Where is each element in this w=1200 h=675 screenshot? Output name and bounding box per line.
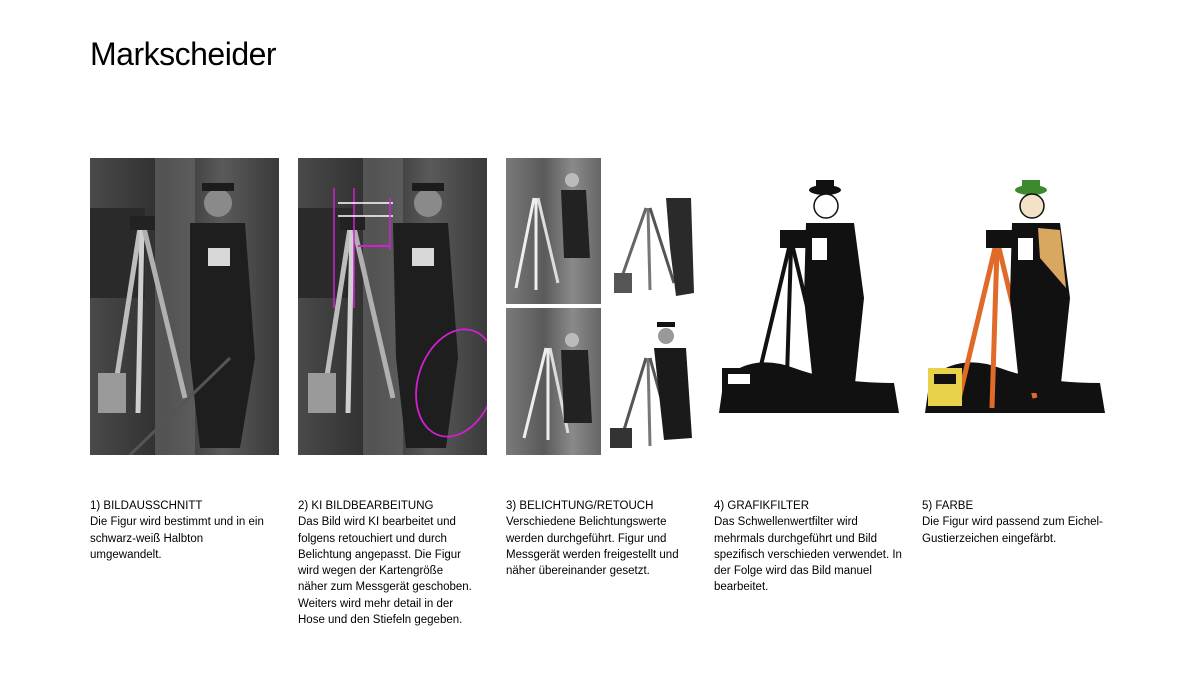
step2-text: Das Bild wird KI bearbeitet und folgens retouchiert und durch Belichtung angepasst. Die Figur wird wegen der Kartengröße näher zum Messgerät geschoben. Weiters wird mehr detail in der Hose und den Stiefeln gegeben. [298,516,472,627]
step3-heading: 3) BELICHTUNG/RETOUCH [506,500,654,512]
step3-exposure-bottom [506,308,601,455]
step4-heading: 4) GRAFIKFILTER [714,500,809,512]
step5-image [920,178,1110,418]
step2-caption [298,498,473,628]
step5-heading: 5) FARBE [922,500,974,512]
step4-image [714,178,904,418]
step4-caption [714,498,904,596]
step3-cutout-top [606,188,701,303]
step3-images [506,158,701,455]
step1-caption [90,498,265,563]
step3-caption [506,498,681,579]
page-title: Markscheider [90,36,277,72]
step5-caption [922,498,1112,547]
step4-text: Das Schwellenwertfilter wird mehrmals durchgeführt und Bild spezifisch verschieden verwendet. In der Folge wird das Bild manuel bearbeitet. [714,516,902,594]
step2-image [298,158,487,455]
step5-text: Die Figur wird passend zum Eichel-Gustierzeichen eingefärbt. [922,516,1103,545]
step3-text: Verschiedene Belichtungswerte werden durchgeführt. Figur und Messgerät werden freigestellt und näher übereinander gesetzt. [506,516,679,578]
step1-image [90,158,279,455]
step2-heading: 2) KI BILDBEARBEITUNG [298,500,434,512]
step1-text: Die Figur wird bestimmt und in ein schwarz-weiß Halbton umgewandelt. [90,516,264,561]
step1-heading: 1) BILDAUSSCHNITT [90,500,203,512]
step3-cutout-bottom [606,318,701,453]
step3-exposure-top [506,158,601,304]
